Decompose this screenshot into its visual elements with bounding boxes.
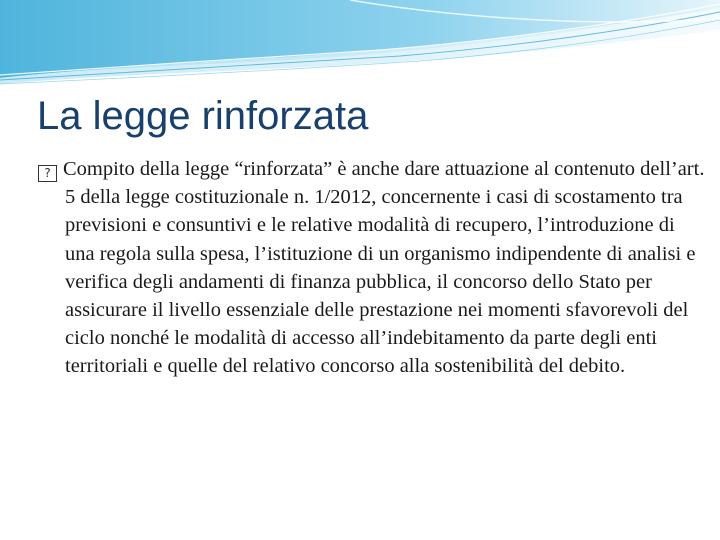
paragraph-text: Compito della legge “rinforzata” è anche dare attuazione al contenuto dell’art. 5 della legge costituzionale n. 1/2012, concernente i casi di scostamento tra previsioni e consuntivi e le relative modalità di recupero, l’introduzione di una regola sulla spesa, l’istituzione di un organismo indipendente di analisi e verifica degli andamenti di finanza pubblica, il concorso dello Stato per assicurare il livello essenziale delle prestazione nei momenti sfavorevoli del ciclo nonché le modalità di accesso all’indebitamento da parte degli enti territoriali e quelle del relativo concorso alla sostenibilità del debito.	[63, 158, 705, 378]
bullet-marker-icon: ?	[38, 165, 57, 182]
slide-title: La legge rinforzata	[37, 94, 369, 138]
header-wave-decoration	[0, 0, 720, 90]
bullet-paragraph	[38, 155, 705, 381]
